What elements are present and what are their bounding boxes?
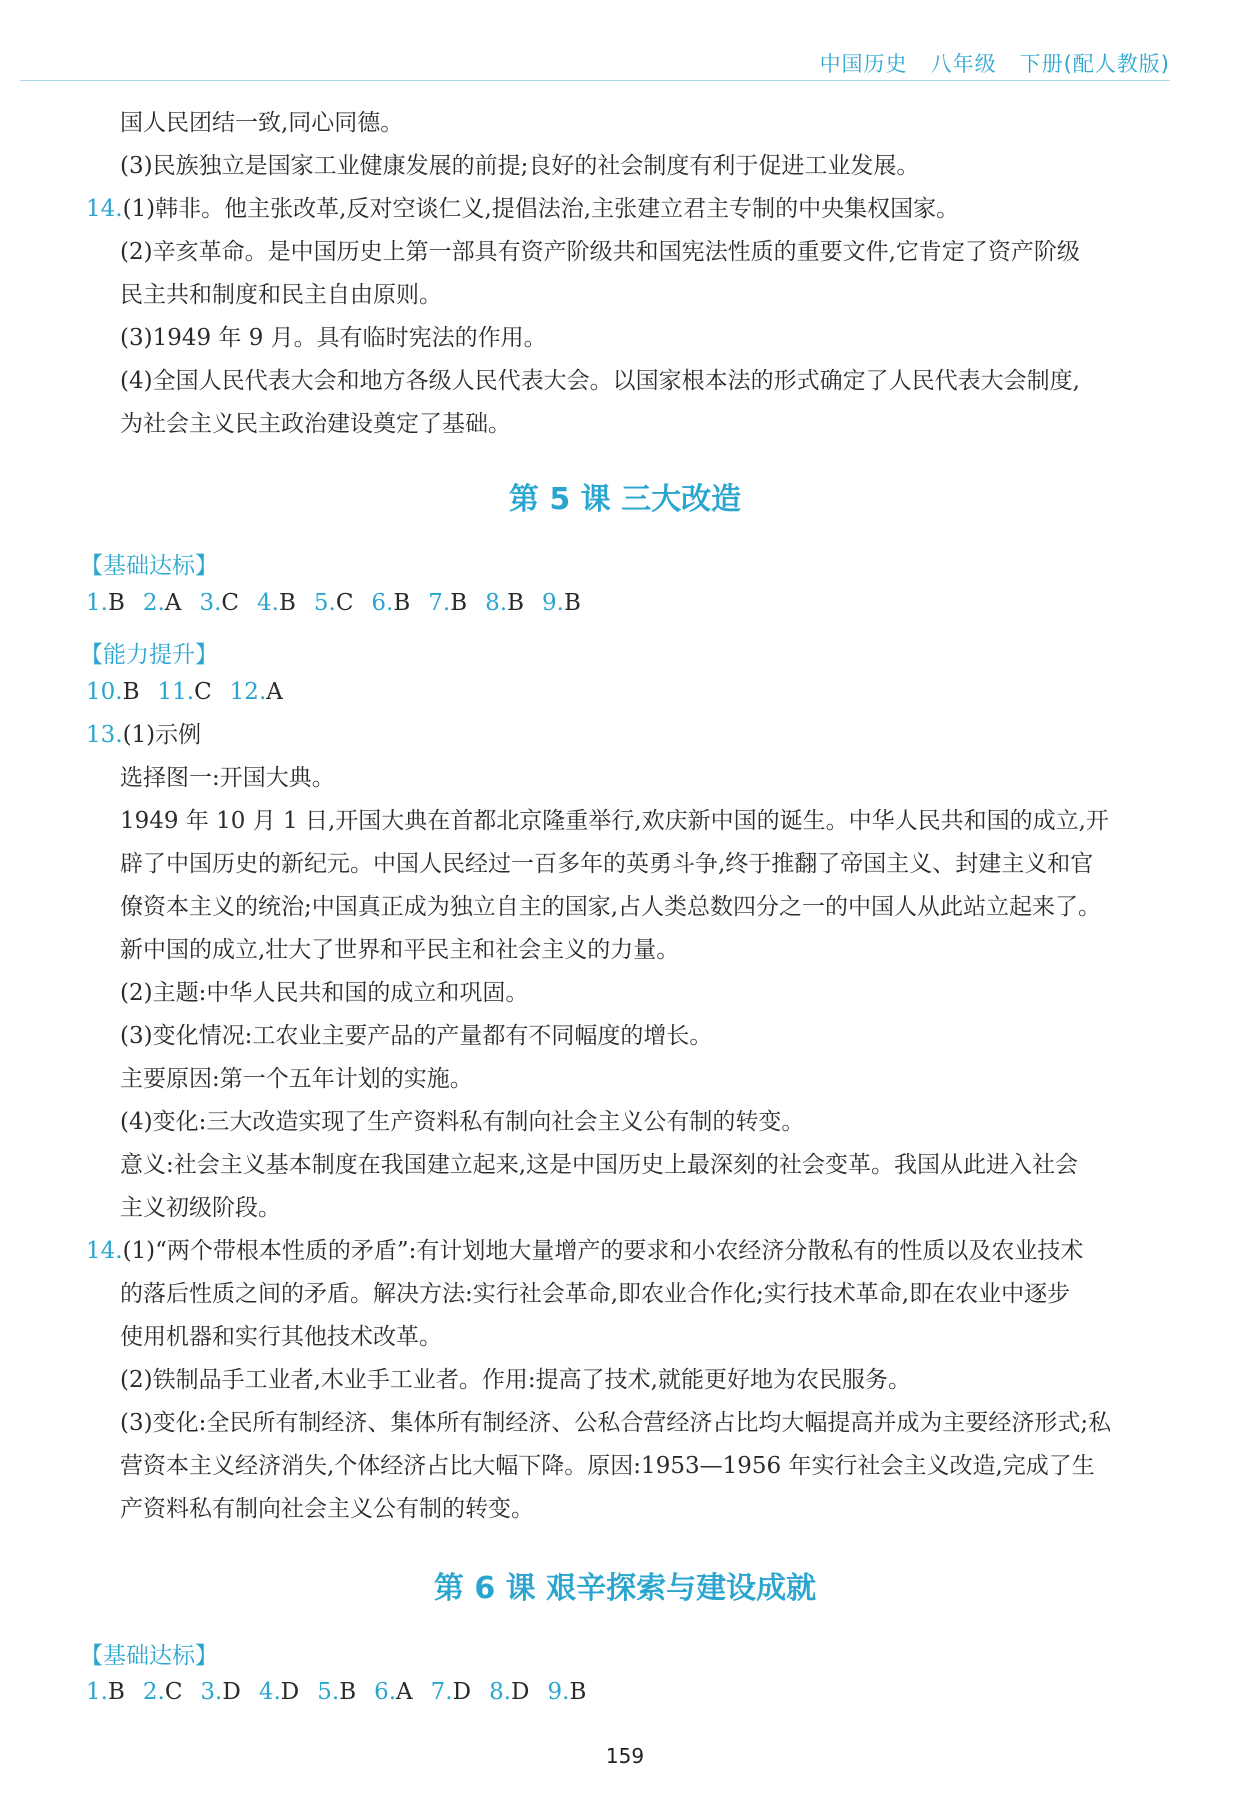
answer-choice: B [450, 590, 468, 616]
answer-item [157, 679, 211, 705]
text-line: 使用机器和实行其他技术改革。 [120, 1324, 442, 1350]
answer-number: 7. [428, 590, 451, 616]
answer-item [317, 1679, 356, 1705]
answer-choice: D [222, 1679, 241, 1705]
answer-item [200, 1679, 240, 1705]
answer-number: 9. [542, 590, 564, 616]
lesson-title: 第 6 课 艰辛探索与建设成就 [433, 1571, 817, 1606]
answer-list-ability [86, 677, 301, 707]
answer-item [143, 1679, 183, 1705]
answer-number: 9. [547, 1679, 570, 1705]
answer-number: 4. [258, 1679, 281, 1705]
text-line: (2)铁制品手工业者,木业手工业者。作用:提高了技术,就能更好地为农民服务。 [120, 1367, 911, 1393]
answer-choice: D [452, 1679, 472, 1705]
book-title: 中国历史 八年级 下册(配人教版) [819, 52, 1170, 76]
answer-item [199, 590, 239, 616]
answer-item [257, 590, 296, 616]
answer-choice: D [511, 1679, 530, 1705]
answer-choice: A [266, 679, 283, 705]
answer-number: 1. [86, 590, 108, 616]
question-13 [86, 720, 201, 750]
answer-choice: C [221, 590, 239, 616]
text-line: 营资本主义经济消失,个体经济占比大幅下降。原因:1953—1956 年实行社会主义改造,完成了生 [120, 1453, 1095, 1479]
text-line: (3)变化:全民所有制经济、集体所有制经济、公私合营经济占比均大幅提高并成为主要经济形式;私 [120, 1410, 1112, 1436]
text-line: 1949 年 10 月 1 日,开国大典在首都北京隆重举行,欢庆新中国的诞生。中华人民共和国的成立,开 [120, 808, 1109, 834]
answer-item [259, 1679, 299, 1705]
section-tag-ability: 【能力提升】 [80, 642, 218, 668]
answer-list-basic [86, 1677, 604, 1707]
answer-number: 8. [485, 590, 508, 616]
answer-choice: B [507, 590, 524, 616]
answer-number: 6. [374, 1679, 397, 1705]
answer-choice: B [339, 1679, 357, 1705]
answer-item [86, 590, 125, 616]
answer-choice: C [335, 590, 354, 616]
text-line: (4)全国人民代表大会和地方各级人民代表大会。以国家根本法的形式确定了人民代表大会制度, [120, 368, 1080, 394]
text-line: 选择图一:开国大典。 [120, 765, 335, 791]
question-number: 14. [86, 1238, 123, 1264]
answer-item [230, 679, 283, 705]
text-line: 主要原因:第一个五年计划的实施。 [120, 1066, 473, 1092]
answer-choice: D [280, 1679, 300, 1705]
answer-number: 3. [200, 1679, 223, 1705]
question-14 [86, 1236, 1083, 1266]
text-line: 僚资本主义的统治;中国真正成为独立自主的国家,占人类总数四分之一的中国人从此站立起来了。 [120, 894, 1102, 920]
page-number: 159 [605, 1744, 645, 1768]
answer-item [86, 1679, 125, 1705]
answer-number: 1. [86, 1679, 108, 1705]
text-line: (3)变化情况:工农业主要产品的产量都有不同幅度的增长。 [120, 1023, 713, 1049]
answer-item [542, 590, 581, 616]
answer-number: 3. [199, 590, 222, 616]
section-tag-basic: 【基础达标】 [80, 553, 218, 579]
answer-number: 5. [317, 1679, 340, 1705]
answer-item [547, 1679, 586, 1705]
answer-item [431, 1679, 471, 1705]
section-tag-basic: 【基础达标】 [80, 1643, 218, 1669]
answer-item [371, 590, 410, 616]
lesson-title: 第 5 课 三大改造 [508, 482, 742, 517]
answer-choice: C [194, 679, 212, 705]
answer-number: 8. [489, 1679, 512, 1705]
answer-item [485, 590, 524, 616]
question-14 [86, 194, 959, 224]
answer-item [86, 679, 139, 705]
text-line: (1)韩非。他主张改革,反对空谈仁义,提倡法治,主张建立君主专制的中央集权国家。 [122, 196, 960, 222]
text-line: (3)民族独立是国家工业健康发展的前提;良好的社会制度有利于促进工业发展。 [120, 153, 920, 179]
text-line: 意义:社会主义基本制度在我国建立起来,这是中国历史上最深刻的社会变革。我国从此进入社会 [120, 1152, 1079, 1178]
header-divider [20, 80, 1170, 81]
text-line: (3)1949 年 9 月。具有临时宪法的作用。 [120, 325, 547, 351]
question-number: 13. [86, 722, 123, 748]
answer-number: 5. [313, 590, 336, 616]
answer-number: 10. [86, 679, 123, 705]
page-header [0, 0, 1250, 90]
answer-number: 2. [142, 1679, 165, 1705]
answer-choice: C [164, 1679, 183, 1705]
answer-number: 6. [371, 590, 394, 616]
answer-choice: B [107, 590, 125, 616]
text-line: 辟了中国历史的新纪元。中国人民经过一百多年的英勇斗争,终于推翻了帝国主义、封建主义和官 [120, 851, 1094, 877]
text-line: 民主共和制度和民主自由原则。 [120, 282, 442, 308]
answer-item [428, 590, 467, 616]
text-line: (4)变化:三大改造实现了生产资料私有制向社会主义公有制的转变。 [120, 1109, 805, 1135]
answer-number: 12. [229, 679, 267, 705]
answer-choice: A [164, 590, 182, 616]
answer-number: 11. [157, 679, 195, 705]
text-line: (2)主题:中华人民共和国的成立和巩固。 [120, 980, 529, 1006]
text-line: 主义初级阶段。 [120, 1195, 281, 1221]
answer-item [374, 1679, 413, 1705]
answer-number: 7. [430, 1679, 453, 1705]
answer-item [489, 1679, 529, 1705]
answer-choice: B [122, 679, 140, 705]
answer-choice: B [278, 590, 296, 616]
answer-number: 2. [142, 590, 165, 616]
answer-choice: B [569, 1679, 587, 1705]
text-line: 国人民团结一致,同心同德。 [120, 110, 404, 136]
answer-choice: B [107, 1679, 125, 1705]
answer-choice: B [393, 590, 411, 616]
text-line: (2)辛亥革命。是中国历史上第一部具有资产阶级共和国宪法性质的重要文件,它肯定了资产阶级 [120, 239, 1080, 265]
text-line: (1)“两个带根本性质的矛盾”:有计划地大量增产的要求和小农经济分散私有的性质以及农业技术 [122, 1238, 1084, 1264]
text-line: 新中国的成立,壮大了世界和平民主和社会主义的力量。 [120, 937, 680, 963]
text-line: 产资料私有制向社会主义公有制的转变。 [120, 1496, 534, 1522]
question-number: 14. [86, 196, 123, 222]
answer-item [314, 590, 354, 616]
answer-number: 4. [257, 590, 279, 616]
answer-choice: A [396, 1679, 413, 1705]
text-line: 的落后性质之间的矛盾。解决方法:实行社会革命,即农业合作化;实行技术革命,即在农业中逐步 [120, 1281, 1071, 1307]
text-line: (1)示例 [122, 722, 202, 748]
answer-item [143, 590, 182, 616]
answer-choice: B [563, 590, 581, 616]
answer-list-basic [86, 588, 599, 618]
text-line: 为社会主义民主政治建设奠定了基础。 [120, 411, 511, 437]
